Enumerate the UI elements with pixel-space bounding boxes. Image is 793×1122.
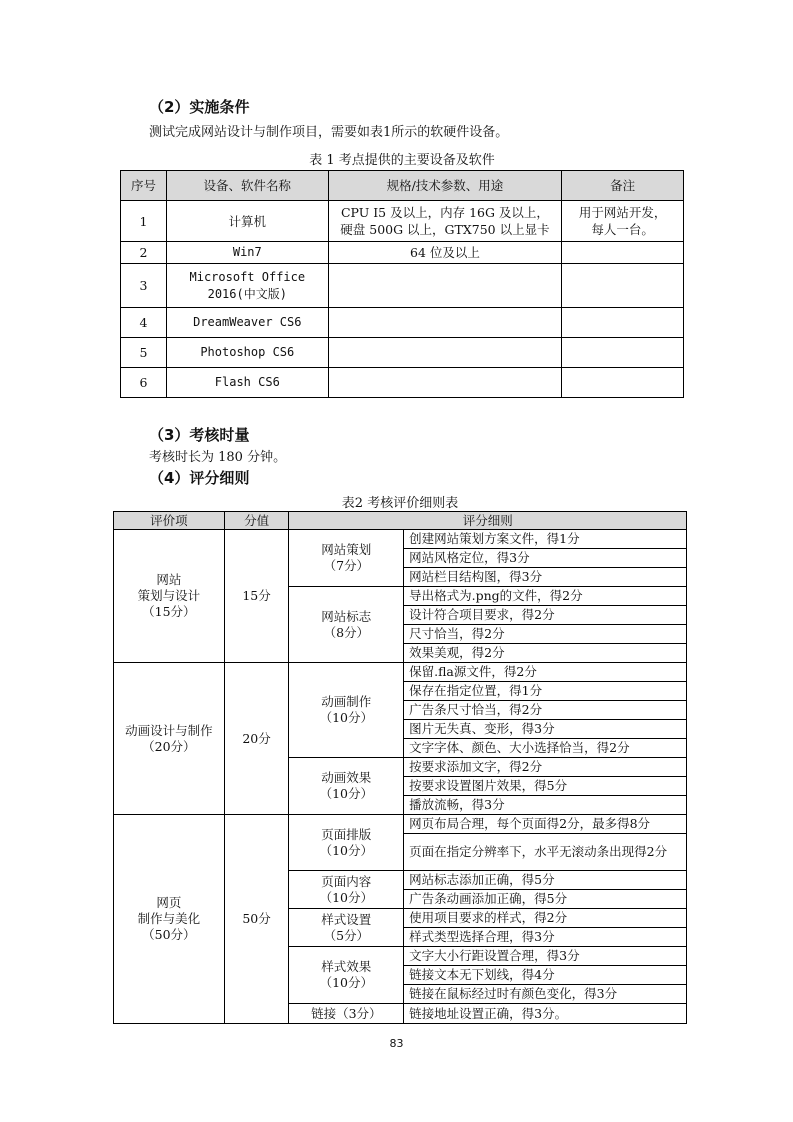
row-number: 6 bbox=[121, 368, 167, 398]
sub-item bbox=[289, 530, 404, 587]
score-value: 20分 bbox=[224, 663, 289, 815]
detail-cell: 播放流畅，得3分 bbox=[404, 796, 687, 815]
detail-cell: 网页布局合理，每个页面得2分，最多得8分 bbox=[404, 815, 687, 834]
table-row bbox=[121, 368, 684, 398]
name-line: 2016(中文版) bbox=[207, 286, 287, 301]
item-line: 网页 bbox=[156, 895, 182, 910]
detail-cell: 网站标志添加正确，得5分 bbox=[404, 871, 687, 890]
equipment-table bbox=[120, 170, 684, 398]
spec-line: CPU I5 及以上，内存 16G 及以上， bbox=[340, 205, 549, 220]
device-spec: 64 位及以上 bbox=[328, 242, 562, 264]
sub-item-line: （8分） bbox=[323, 624, 370, 640]
sub-item-line: （10分） bbox=[319, 975, 373, 990]
sub-item bbox=[289, 587, 404, 663]
sub-item-line: （10分） bbox=[319, 842, 373, 858]
section-3-heading: （3）考核时量 bbox=[149, 426, 250, 444]
evaluation-item bbox=[114, 530, 225, 663]
item-line: （20分） bbox=[142, 738, 196, 754]
column-header: 分值 bbox=[224, 512, 289, 530]
table-row bbox=[114, 815, 687, 834]
detail-cell: 设计符合项目要求，得2分 bbox=[404, 606, 687, 625]
table-header-row bbox=[114, 512, 687, 530]
table-row bbox=[121, 201, 684, 242]
sub-item-line: 网站标志 bbox=[321, 608, 372, 624]
detail-cell: 网站风格定位，得3分 bbox=[404, 549, 687, 568]
sub-item bbox=[289, 871, 404, 909]
item-line: （50分） bbox=[142, 927, 196, 942]
evaluation-item bbox=[114, 663, 225, 815]
name-line: Microsoft Office bbox=[189, 269, 306, 284]
device-name: Win7 bbox=[166, 242, 328, 264]
column-header: 评价项 bbox=[114, 512, 225, 530]
sub-item bbox=[289, 663, 404, 758]
detail-cell: 网站栏目结构图，得3分 bbox=[404, 568, 687, 587]
device-spec bbox=[328, 338, 562, 368]
sub-item-line: （10分） bbox=[319, 889, 373, 905]
detail-cell: 创建网站策划方案文件，得1分 bbox=[404, 530, 687, 549]
device-note bbox=[562, 308, 684, 338]
device-spec bbox=[328, 308, 562, 338]
detail-cell: 尺寸恰当，得2分 bbox=[404, 625, 687, 644]
device-note bbox=[562, 264, 684, 308]
column-header: 设备、软件名称 bbox=[166, 171, 328, 201]
sub-item-line: （7分） bbox=[323, 558, 370, 573]
score-value: 15分 bbox=[224, 530, 289, 663]
detail-cell: 链接在鼠标经过时有颜色变化，得3分 bbox=[404, 985, 687, 1004]
detail-cell: 链接文本无下划线，得4分 bbox=[404, 966, 687, 985]
item-line: 制作与美化 bbox=[137, 911, 201, 926]
detail-cell: 使用项目要求的样式，得2分 bbox=[404, 909, 687, 928]
device-note bbox=[562, 201, 684, 242]
table-row bbox=[114, 530, 687, 549]
device-name: DreamWeaver CS6 bbox=[166, 308, 328, 338]
device-note bbox=[562, 368, 684, 398]
row-number: 5 bbox=[121, 338, 167, 368]
item-line: 策划与设计 bbox=[137, 588, 201, 603]
sub-item-line: 样式设置 bbox=[321, 911, 372, 927]
detail-cell: 页面在指定分辨率下，水平无滚动条出现得2分 bbox=[404, 834, 687, 871]
detail-cell: 链接地址设置正确，得3分。 bbox=[404, 1004, 687, 1024]
section-2-heading: （2）实施条件 bbox=[149, 98, 250, 116]
detail-cell: 图片无失真、变形，得3分 bbox=[404, 720, 687, 739]
detail-cell: 按要求设置图片效果，得5分 bbox=[404, 777, 687, 796]
detail-cell: 广告条尺寸恰当，得2分 bbox=[404, 701, 687, 720]
column-header: 备注 bbox=[562, 171, 684, 201]
sub-item-line: 样式效果 bbox=[321, 959, 372, 974]
row-number: 1 bbox=[121, 201, 167, 242]
table-row bbox=[121, 264, 684, 308]
table-row bbox=[114, 663, 687, 682]
sub-item: 链接（3分） bbox=[289, 1004, 404, 1024]
section-2-text: 测试完成网站设计与制作项目，需要如表1所示的软硬件设备。 bbox=[149, 125, 509, 140]
page-number: 83 bbox=[389, 1037, 404, 1050]
detail-cell: 文字字体、颜色、大小选择恰当，得2分 bbox=[404, 739, 687, 758]
sub-item-line: （10分） bbox=[319, 786, 373, 801]
row-number: 4 bbox=[121, 308, 167, 338]
row-number: 3 bbox=[121, 264, 167, 308]
detail-cell: 保存在指定位置，得1分 bbox=[404, 682, 687, 701]
evaluation-item bbox=[114, 815, 225, 1024]
sub-item-line: 页面内容 bbox=[321, 873, 372, 889]
table-1-caption: 表 1 考点提供的主要设备及软件 bbox=[309, 153, 495, 168]
sub-item-line: （10分） bbox=[319, 710, 373, 725]
device-name bbox=[166, 264, 328, 308]
device-spec bbox=[328, 368, 562, 398]
table-row bbox=[121, 242, 684, 264]
device-note bbox=[562, 242, 684, 264]
sub-item-line: 页面排版 bbox=[321, 826, 372, 842]
sub-item bbox=[289, 909, 404, 947]
device-name: 计算机 bbox=[166, 201, 328, 242]
sub-item bbox=[289, 815, 404, 871]
column-header: 序号 bbox=[121, 171, 167, 201]
sub-item bbox=[289, 947, 404, 1004]
spec-line: 硬盘 500G 以上，GTX750 以上显卡 bbox=[340, 222, 550, 237]
table-2-caption: 表2 考核评价细则表 bbox=[341, 496, 459, 511]
note-line: 用于网站开发， bbox=[578, 205, 667, 220]
device-spec bbox=[328, 201, 562, 242]
sub-item-line: 网站策划 bbox=[321, 542, 372, 557]
detail-cell: 样式类型选择合理，得3分 bbox=[404, 928, 687, 947]
detail-cell: 保留.fla源文件，得2分 bbox=[404, 663, 687, 682]
table-row bbox=[121, 308, 684, 338]
sub-item bbox=[289, 758, 404, 815]
detail-cell: 导出格式为.png的文件，得2分 bbox=[404, 587, 687, 606]
section-3-text: 考核时长为 180 分钟。 bbox=[149, 450, 287, 465]
sub-item-line: 动画效果 bbox=[321, 770, 372, 785]
item-line: （15分） bbox=[142, 604, 196, 619]
table-row bbox=[121, 338, 684, 368]
device-spec bbox=[328, 264, 562, 308]
sub-item-line: （5分） bbox=[323, 927, 370, 943]
sub-item-line: 动画制作 bbox=[321, 694, 372, 709]
detail-cell: 效果美观，得2分 bbox=[404, 644, 687, 663]
section-4-heading: （4）评分细则 bbox=[149, 469, 250, 487]
device-name: Photoshop CS6 bbox=[166, 338, 328, 368]
score-value: 50分 bbox=[224, 815, 289, 1024]
row-number: 2 bbox=[121, 242, 167, 264]
table-header-row bbox=[121, 171, 684, 201]
item-line: 网站 bbox=[156, 572, 182, 587]
detail-cell: 文字大小行距设置合理，得3分 bbox=[404, 947, 687, 966]
item-line: 动画设计与制作 bbox=[125, 722, 213, 738]
device-note bbox=[562, 338, 684, 368]
column-header: 评分细则 bbox=[289, 512, 687, 530]
scoring-table bbox=[113, 511, 687, 1024]
device-name: Flash CS6 bbox=[166, 368, 328, 398]
note-line: 每人一台。 bbox=[591, 222, 654, 237]
detail-cell: 按要求添加文字，得2分 bbox=[404, 758, 687, 777]
detail-cell: 广告条动画添加正确，得5分 bbox=[404, 890, 687, 909]
column-header: 规格/技术参数、用途 bbox=[328, 171, 562, 201]
